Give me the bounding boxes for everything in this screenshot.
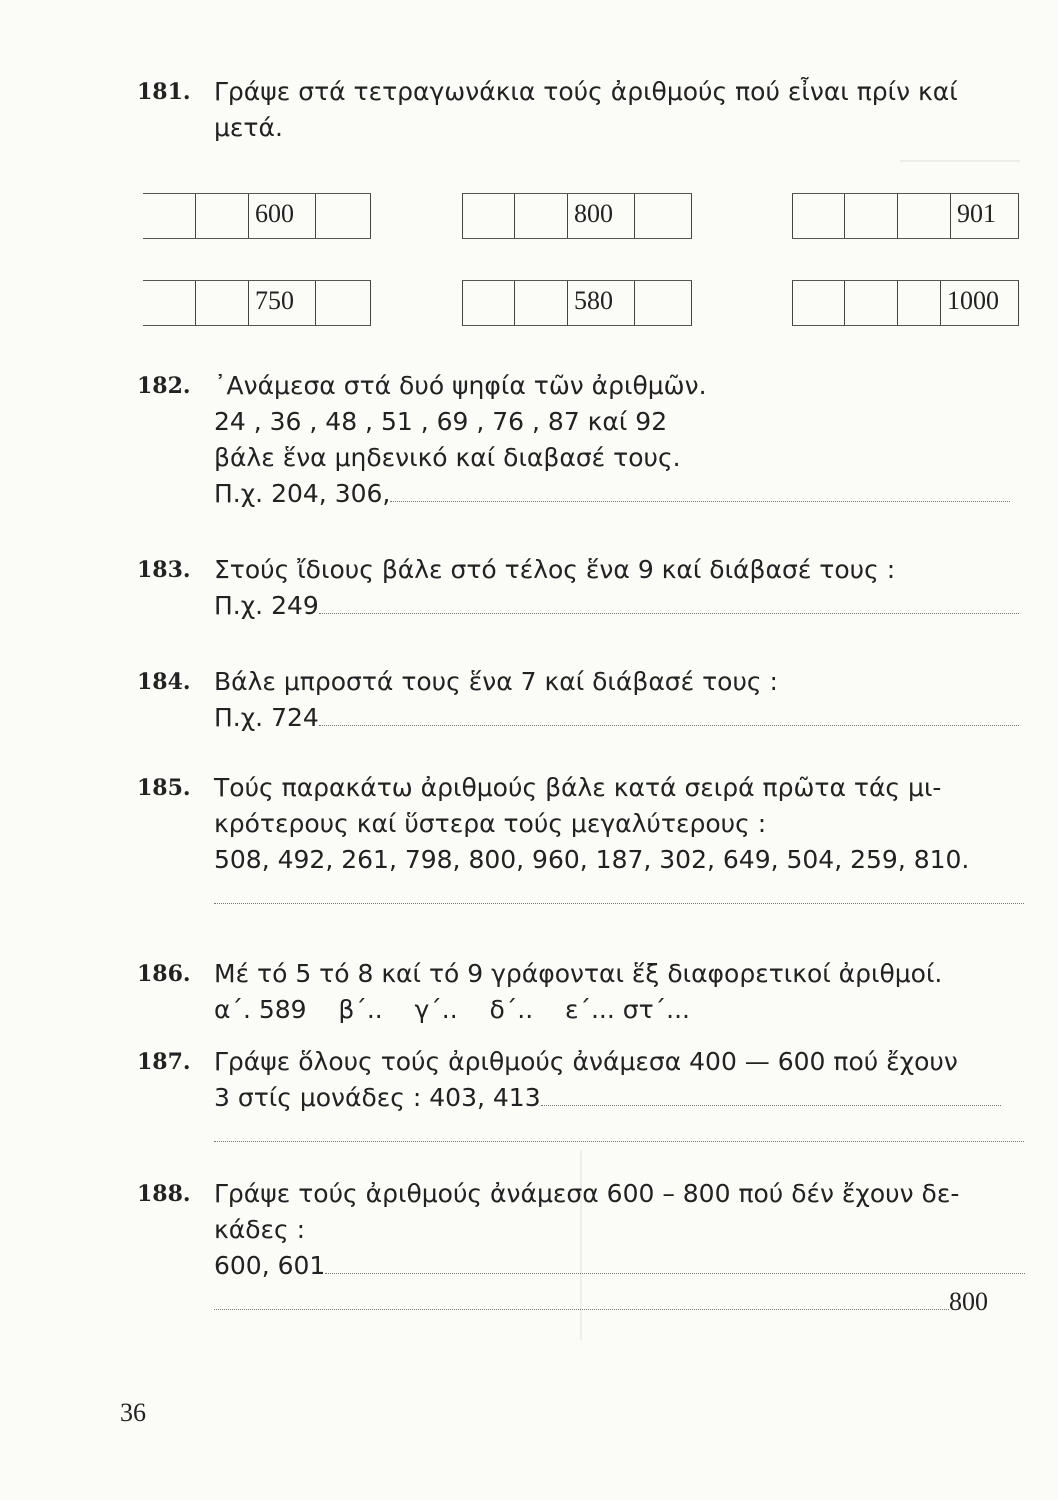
exercise-text-line: ᾿Ανάμεσα στά δυό ψηφία τῶν ἀριθμῶν. (214, 371, 707, 400)
exercise-182 (137, 368, 1037, 512)
answer-line (214, 881, 1024, 904)
exercise-text-line: Μέ τό 5 τό 8 καί τό 9 γράφονται ἕξ διαφορετικοί ἀριθμοί. (214, 959, 943, 988)
answer-line (214, 1119, 1024, 1142)
example-text: 600, 601 (214, 1251, 326, 1280)
exercise-185 (137, 770, 1037, 914)
exercise-number: 188. (137, 1181, 191, 1207)
number-box-group (792, 193, 1019, 239)
exercise-text-line: κρότερους καί ὕστερα τούς μεγαλύτερους : (214, 809, 767, 838)
exercise-text-line: 508, 492, 261, 798, 800, 960, 187, 302, 649, 504, 259, 810. (214, 845, 970, 874)
answer-line (214, 1287, 949, 1310)
number-box-group (143, 193, 371, 239)
exercise-text-line: Γράψε τούς ἀριθμούς ἀνάμεσα 600 – 800 πού δέν ἔχουν δε- (214, 1179, 960, 1208)
answer-line (325, 1251, 1025, 1274)
answer-line (319, 703, 1019, 726)
example-text: Π.χ. 249 (214, 591, 319, 620)
number-box-group (462, 280, 692, 326)
exercise-number: 184. (137, 669, 191, 695)
exercise-text-line: Γράψε ὅλους τούς ἀριθμούς ἀνάμεσα 400 — 600 πού ἔχουν (214, 1047, 958, 1076)
exercise-text-line: μετά. (214, 113, 283, 142)
answer-line (390, 479, 1010, 502)
exercise-187 (137, 1044, 1037, 1152)
exercise-text-line: Στούς ἴδιους βάλε στό τέλος ἕνα 9 καί διάβασέ τους : (214, 555, 896, 584)
exercise-text-line: κάδες : (214, 1215, 306, 1244)
exercise-number: 187. (137, 1049, 191, 1075)
answer-line (319, 591, 1019, 614)
given-number: 600 (255, 199, 294, 228)
number-box-group (462, 193, 692, 239)
exercise-186 (137, 956, 1037, 1028)
page-number: 36 (120, 1398, 146, 1427)
exercise-number: 185. (137, 775, 191, 801)
exercise-183 (137, 552, 1037, 624)
answer-line (541, 1083, 1001, 1106)
given-number: 800 (574, 199, 613, 228)
exercise-188 (137, 1176, 1037, 1320)
exercise-text-line: α΄. 589 β΄.. γ΄.. δ΄.. ε΄... στ΄... (214, 995, 691, 1024)
given-number: 750 (255, 286, 294, 315)
exercise-number: 186. (137, 961, 191, 987)
exercise-text-line: Γράψε στά τετραγωνάκια τούς ἀριθμούς πού εἶναι πρίν καί (214, 77, 958, 106)
exercise-number: 181. (137, 79, 191, 105)
given-number: 580 (574, 286, 613, 315)
exercise-number: 182. (137, 373, 191, 399)
given-number: 901 (957, 199, 996, 228)
end-value: 800 (949, 1287, 988, 1316)
exercise-text-line: βάλε ἕνα μηδενικό καί διαβασέ τους. (214, 443, 681, 472)
number-box-group (792, 280, 1019, 326)
exercise-181 (137, 74, 1037, 146)
exercise-text-line: Βάλε μπροστά τους ἕνα 7 καί διάβασέ τους : (214, 667, 778, 696)
example-text: Π.χ. 204, 306, (214, 479, 391, 508)
exercise-number: 183. (137, 557, 191, 583)
example-text: 3 στίς μονάδες : 403, 413 (214, 1083, 541, 1112)
given-number: 1000 (947, 286, 999, 315)
exercise-184 (137, 664, 1037, 736)
number-box-group (143, 280, 371, 326)
example-text: Π.χ. 724 (214, 703, 319, 732)
exercise-text-line: 24 , 36 , 48 , 51 , 69 , 76 , 87 καί 92 (214, 407, 668, 436)
exercise-text-line: Τούς παρακάτω ἀριθμούς βάλε κατά σειρά πρῶτα τάς μι- (214, 773, 942, 802)
